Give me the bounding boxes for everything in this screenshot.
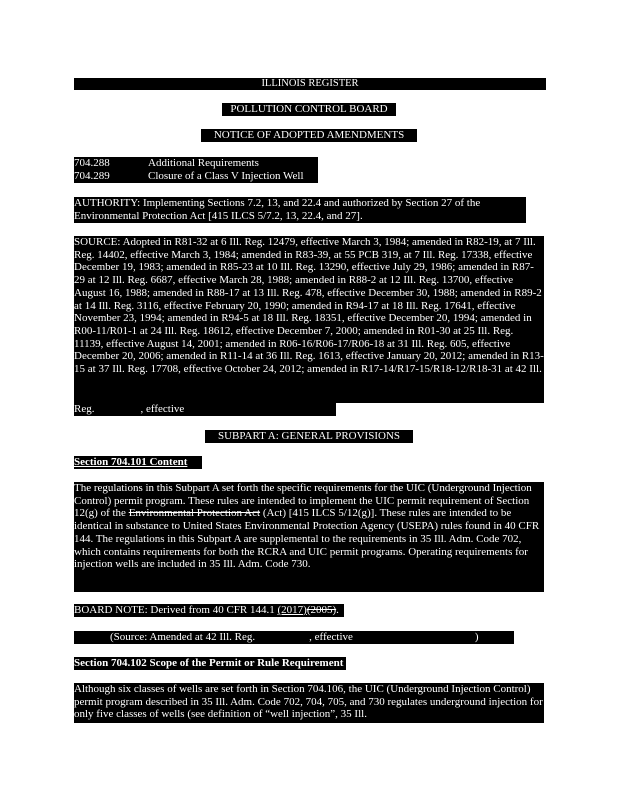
section-title: Additional Requirements bbox=[148, 157, 259, 169]
board-title-text: POLLUTION CONTROL BOARD bbox=[230, 103, 388, 115]
subpart-heading-text: SUBPART A: GENERAL PROVISIONS bbox=[218, 430, 400, 442]
section-102-heading bbox=[74, 657, 346, 670]
sections-list-row bbox=[74, 157, 318, 170]
source-paragraph bbox=[74, 236, 544, 403]
source-note-text-a: (Source: Amended at 42 Ill. Reg. bbox=[110, 631, 256, 643]
authority-text: AUTHORITY: Implementing Sections 7.2, 13, and 22.4 and authorized by Section 27 of the Environmental Protection Act [415 ILCS 5/7.2, 13, 22.4, and 27]. bbox=[74, 197, 481, 222]
source-reg-label: Reg. bbox=[74, 403, 95, 415]
source-last-line bbox=[74, 403, 336, 416]
section-number: 704.289 bbox=[74, 169, 110, 182]
deleted-text: Environmental Protection Act bbox=[128, 507, 261, 520]
source-effective-label: , effective bbox=[140, 403, 185, 415]
source-text: SOURCE: Adopted in R81-32 at 6 Ill. Reg. 12479, effective March 3, 1984; amended in R82-19, at 7 Ill. Reg. 14402, effective March 3, 1984; amended in R83-39, at 55 PCB 319, at 7 Ill. Reg. 17338, effective December 19, 1983; amended in R85-23 at 10 Ill. Reg. 13290, effective July 29, 1986; amended in R87-29 at 12 Ill. Reg. 6687, effective March 28, 1988; amended in R88-2 at 12 Ill. Reg. 13700, effective August 16, 1988; amended in R88-17 at 13 Ill. Reg. 478, effective December 30, 1988; amended in R89-2 at 14 Ill. Reg. 3116, effective February 20, 1990; amended in R94-17 at 18 Ill. Reg. 17641, effective November 23, 1994; amended in R94-5 at 18 Ill. Reg. 18351, effective December 20, 1994; amended in R00-11/R01-1 at 24 Ill. Reg. 18612, effective December 7, 2000; amended in R01-30 at 25 Ill. Reg. 11139, effective August 14, 2001; amended in R06-16/R06-17/R06-18 at 31 Ill. Reg. 605, effective December 20, 2006; amended in R11-14 at 36 Ill. Reg. 1613, effective January 20, 2012; amended in R13-15 at 37 Ill. Reg. 17708, effective October 24, 2012; amended in R17-14/R17-15/R18-12/R18-31 at 42 Ill. bbox=[74, 236, 544, 376]
board-note-end: . bbox=[336, 604, 339, 616]
section-102-paragraph bbox=[74, 683, 544, 723]
register-title bbox=[74, 78, 546, 90]
register-title-text: ILLINOIS REGISTER bbox=[261, 78, 359, 89]
section-102-text: Although six classes of wells are set forth in Section 704.106, the UIC (Underground Injection Control) permit program described in 35 Ill. Adm. Code 702, 704, 705, and 730 regulates underground injection for only five classes of wells (see definition of “well injection”, 35 Ill. bbox=[74, 683, 543, 721]
source-note-text-b: , effective bbox=[309, 631, 353, 643]
sections-list-row bbox=[74, 170, 318, 183]
sections-list bbox=[74, 157, 318, 183]
source-note-text-c: ) bbox=[474, 631, 479, 643]
section-101-text-a: The regulations in this Subpart A set forth the specific requirements for the UIC (Underground Injection Control) permit program. These rules are intended to implement the UIC permit requirement of Section 12(g) of the bbox=[74, 482, 532, 520]
authority-paragraph bbox=[74, 197, 526, 223]
section-101-heading bbox=[74, 456, 202, 469]
section-101-text-b: (Act) [415 ILCS 5/12(g)]. These rules are intended to be identical in substance to United States Environmental Protection Agency (USEPA) rules found in 40 CFR 144. The regulations in this Subpart A are supplemental to the requirements in 35 Ill. Adm. Code 702, which contains requirements for both the RCRA and UIC permit programs. Operating requirements for injection wells are included in 35 Ill. Adm. Code 730. bbox=[74, 507, 540, 571]
notice-title bbox=[201, 129, 417, 142]
section-102-heading-text: Section 704.102 Scope of the Permit or Rule Requirement bbox=[74, 657, 344, 669]
section-101-paragraph bbox=[74, 482, 544, 592]
notice-title-text: NOTICE OF ADOPTED AMENDMENTS bbox=[213, 129, 405, 141]
section-title: Closure of a Class V Injection Well bbox=[148, 169, 304, 182]
board-title bbox=[222, 103, 396, 116]
subpart-heading bbox=[205, 430, 413, 443]
deleted-text: (2005) bbox=[306, 604, 337, 616]
section-101-heading-text: Section 704.101 Content bbox=[74, 456, 188, 468]
board-note-text: BOARD NOTE: Derived from 40 CFR 144.1 bbox=[74, 604, 278, 616]
inserted-text: (2017) bbox=[277, 604, 307, 616]
section-number: 704.288 bbox=[74, 157, 110, 169]
section-101-source-note bbox=[74, 631, 514, 644]
board-note bbox=[74, 604, 344, 617]
